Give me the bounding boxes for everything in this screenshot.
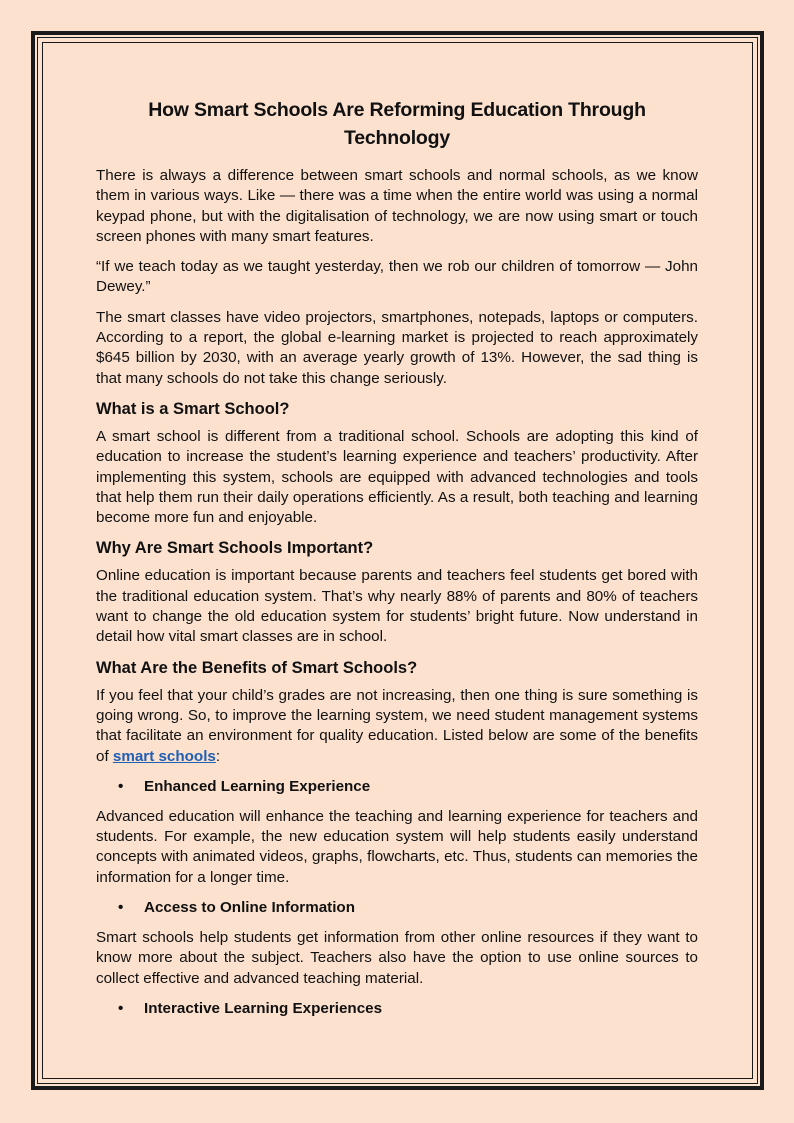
bullet-paragraph: Advanced education will enhance the teaching and learning experience for teachers and students. For example, the new education system will help students easily understand concepts with animated videos, graphs, flowcharts, etc. Thus, students can memories the information for a longer time.: [96, 807, 698, 886]
why-important-paragraph: Online education is important because parents and teachers feel students get bored with the traditional education system. That’s why nearly 88% of parents and 80% of teachers want to change the old education system for students’ bright future. Now understand in detail how vital smart classes are in school.: [96, 567, 698, 646]
quote-paragraph: “If we teach today as we taught yesterday, then we rob our children of tomorrow — John Dewey.”: [96, 258, 698, 296]
bullet-label: Interactive Learning Experiences: [144, 999, 383, 1017]
document-title: How Smart Schools Are Reforming Education Through Technology: [148, 99, 646, 149]
heading-why-important: Why Are Smart Schools Important?: [96, 539, 374, 558]
bullet-item: [118, 777, 698, 797]
what-is-smart-school-paragraph: A smart school is different from a traditional school. Schools are adopting this kind of education to increase the student’s learning experience and teachers’ productivity. After implementing this system, schools are equipped with advanced technologies and tools that help them run their daily operations efficiently. As a result, both teaching and learning become more fun and enjoyable.: [96, 427, 698, 527]
benefits-text-end: :: [215, 747, 221, 765]
document-body: [96, 96, 698, 1029]
smart-classes-paragraph: The smart classes have video projectors, smartphones, notepads, laptops or computers. According to a report, the global e-learning market is projected to reach approximately $645 billion by 2030, with an average yearly growth of 13%. However, the sad thing is that many schools do not take this change seriously.: [96, 308, 698, 387]
bullet-item: [118, 898, 698, 918]
bullet-icon: •: [118, 999, 124, 1017]
bullet-icon: •: [118, 899, 124, 917]
bullet-label: Access to Online Information: [144, 899, 355, 917]
smart-schools-link[interactable]: smart schools: [112, 747, 216, 765]
bullet-icon: •: [118, 777, 124, 795]
heading-benefits: What Are the Benefits of Smart Schools?: [96, 658, 418, 677]
bullet-paragraph: Smart schools help students get information from other online resources if they want to know more about the subject. Teachers also have the option to use online sources to collect effective and advanced teaching material.: [96, 929, 698, 987]
heading-what-is-smart-school: What is a Smart School?: [96, 399, 290, 418]
bullet-item: [118, 999, 698, 1019]
benefits-paragraph: [96, 686, 698, 767]
benefits-text: If you feel that your child’s grades are not increasing, then one thing is sure something is going wrong. So, to improve the learning system, we need student management systems that facilitate an environment for quality education. Listed below are some of the benefits of: [96, 686, 698, 765]
intro-paragraph: There is always a difference between smart schools and normal schools, as we know them in various ways. Like — there was a time when the entire world was using a normal keypad phone, but with the digitalisation of technology, we are now using smart or touch screen phones with many smart features.: [96, 167, 698, 245]
bullet-label: Enhanced Learning Experience: [144, 777, 371, 795]
